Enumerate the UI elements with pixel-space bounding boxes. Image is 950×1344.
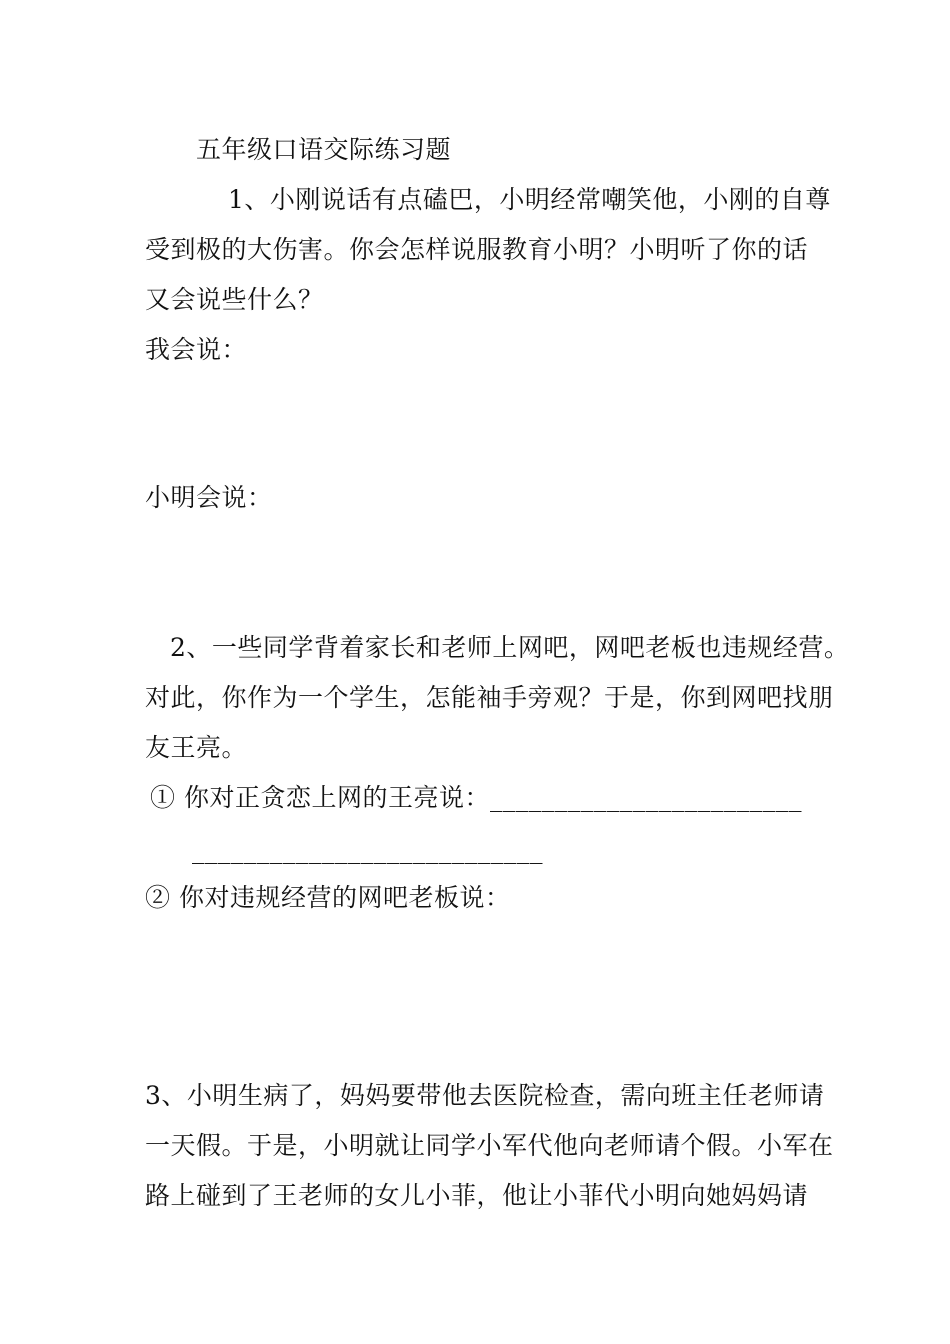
q2-line-2: 对此，你作为一个学生，怎能袖手旁观？于是，你到网吧找朋 — [145, 683, 834, 712]
q2-line-1: 2、一些同学背着家长和老师上网吧，网吧老板也违规经营。 — [170, 633, 850, 662]
q3-line-2: 一天假。于是，小明就让同学小军代他向老师请个假。小军在 — [145, 1131, 834, 1160]
q2-item-2: ② 你对违规经营的网吧老板说： — [145, 883, 511, 912]
q2-item-1: ① 你对正贪恋上网的王亮说：________________________ — [150, 783, 802, 812]
q2-line-3: 友王亮。 — [145, 733, 248, 762]
page-title: 五年级口语交际练习题 — [196, 135, 452, 164]
q1-answer-xiaoming-label: 小明会说： — [145, 483, 273, 512]
q1-line-3: 又会说些什么？ — [145, 285, 324, 314]
q1-line-2: 受到极的大伤害。你会怎样说服教育小明？小明听了你的话 — [145, 235, 809, 264]
q1-line-1: 1、小刚说话有点磕巴，小明经常嘲笑他，小刚的自尊 — [228, 185, 831, 214]
q3-line-3: 路上碰到了王老师的女儿小菲，他让小菲代小明向她妈妈请 — [145, 1181, 809, 1210]
q3-line-1: 3、小明生病了，妈妈要带他去医院检查，需向班主任老师请 — [145, 1081, 825, 1110]
q1-answer-me-label: 我会说： — [145, 335, 248, 364]
q2-item-1-continuation: ___________________________ — [192, 835, 543, 864]
